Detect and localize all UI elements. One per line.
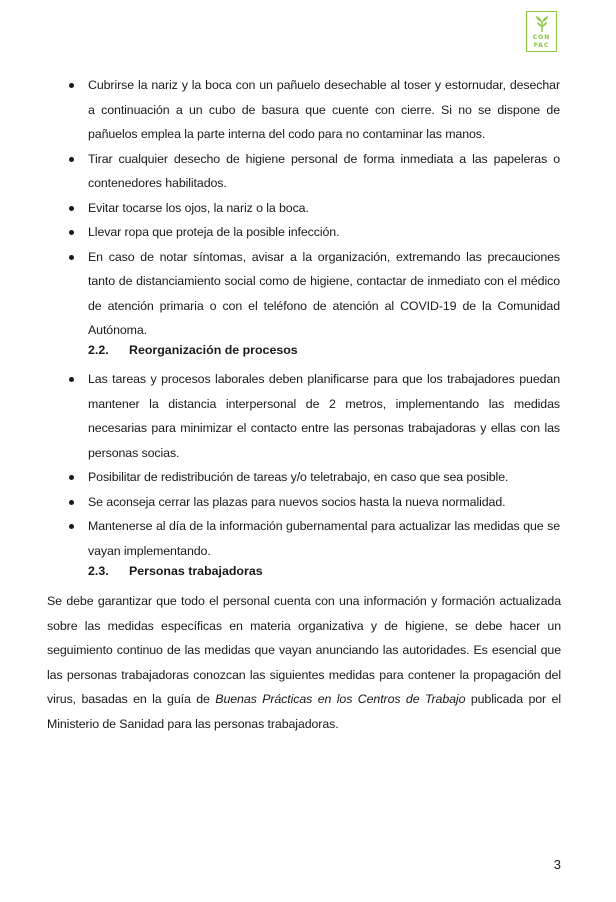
section-title: Reorganización de procesos [129,343,298,357]
bullet-text: Tirar cualquier desecho de higiene personal de forma inmediata a las papeleras o contenedores habilitados. [88,151,560,190]
paragraph-text-end: publicada por el Ministerio de Sanidad para las personas trabajadoras. [47,692,561,731]
bullet-text: Las tareas y procesos laborales deben planificarse para que los trabajadores puedan mantener la distancia interpersonal de 2 metros, implementando las medidas necesarias para minimizar el contacto entre las personas trabajadoras y ellas con las personas socias. [88,372,560,460]
bullet-text: En caso de notar síntomas, avisar a la organización, extremando las precauciones tanto de distanciamiento social como de higiene, contactar de inmediato con el médico de atención primaria o con el teléfono de atención al COVID-19 de la Comunidad Autónoma. [88,249,560,337]
bullet-icon [69,377,74,382]
bullet-icon [69,230,74,235]
bullet-icon [69,83,74,88]
process-bullet-list [0,367,616,563]
list-item [0,514,616,563]
bullet-icon [69,524,74,529]
bullet-text: Se aconseja cerrar las plazas para nuevos socios hasta la nueva normalidad. [88,494,506,509]
bullet-text: Cubrirse la nariz y la boca con un pañuelo desechable al toser y estornudar, desechar a continuación a un cubo de basura que cuente con cierre. Si no se dispone de pañuelos emplea la parte interna del codo para no contaminar las manos. [88,78,560,141]
list-item [0,367,616,465]
list-item [0,73,616,147]
logo-text-line2: FAC [533,42,550,49]
bullet-text: Llevar ropa que proteja de la posible infección. [88,225,340,239]
page-number: 3 [553,857,561,872]
section-title: Personas trabajadoras [129,564,263,578]
confac-logo [526,11,557,52]
bullet-icon [69,255,74,260]
list-item [0,196,616,221]
bullet-icon [69,475,74,480]
guide-title: Buenas Prácticas en los Centros de Trabajo [215,692,466,706]
section-number: 2.3. [88,564,109,578]
leaf-icon [535,15,549,33]
workers-paragraph [47,589,561,736]
hygiene-bullet-list [0,73,616,343]
bullet-text: Evitar tocarse los ojos, la nariz o la boca. [88,200,309,215]
logo-text-line1: CON [532,34,551,41]
bullet-icon [69,206,74,211]
list-item [0,245,616,343]
bullet-text: Posibilitar de redistribución de tareas y/o teletrabajo, en caso que sea posible. [88,470,509,484]
list-item [0,147,616,196]
section-heading-2-2 [88,343,298,357]
list-item [0,465,616,490]
section-number: 2.2. [88,343,109,357]
section-heading-2-3 [88,564,263,578]
paragraph-text: Se debe garantizar que todo el personal cuenta con una información y formación actualizada sobre las medidas específicas en materia organizativa y de higiene, se debe hacer un seguimiento continuo de las medidas que vayan anunciando las autoridades. Es esencial que las personas trabajadoras conozcan las siguientes medidas para contener la propagación del virus, basadas en la guía de [47,594,561,706]
bullet-icon [69,500,74,505]
list-item [0,490,616,515]
list-item [0,220,616,245]
bullet-icon [69,157,74,162]
bullet-text: Mantenerse al día de la información gubernamental para actualizar las medidas que se vayan implementando. [88,519,560,558]
